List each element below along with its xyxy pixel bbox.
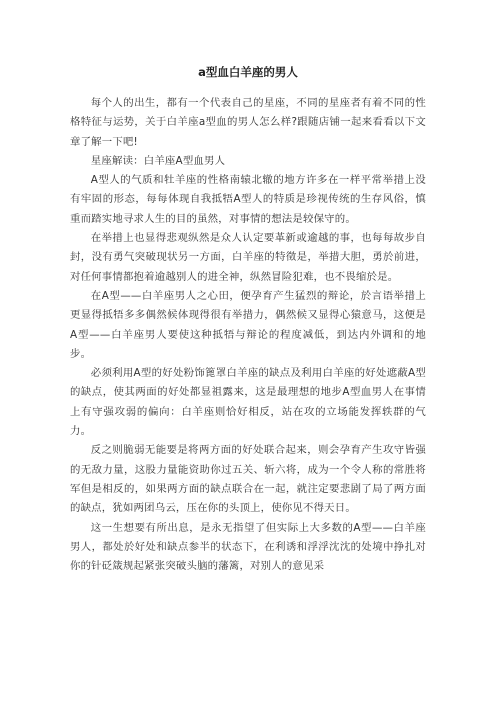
- paragraph-3: 在A型——白羊座男人之心田，便孕育产生猛烈的辩论，於言语举措上更显得抵牾多多偶然候体现得很有举措力，偶然候又显得心猿意马，这便是A型——白羊座男人要使这种抵牾与辩论的程度减低，到达内外调和的地步。: [70, 289, 426, 360]
- paragraph-2: 在举措上也显得悲观纵然是众人认定要革新或逾越的事，也每每故步自封，没有勇气突破现状另一方面，白羊座的特徵是，举措大胆，勇於前进，对任何事情都抱着逾越别人的进全神，纵然冒险犯难，也不畏缩於是。: [70, 232, 426, 283]
- document-title: a型血白羊座的男人: [198, 65, 298, 79]
- paragraph-intro: 每个人的出生，都有一个代表自己的星座，不同的星座者有着不同的性格特征与运势，关于白羊座a型血的男人怎么样?跟随店铺一起来看看以下文章了解一下吧!: [70, 97, 426, 148]
- paragraph-subheading: 星座解读：白羊座A型血男人: [90, 154, 226, 167]
- paragraph-5: 反之则脆弱无能要是将两方面的好处联合起来，则会孕育产生攻守皆强的无敌力量，这股力量能资助你过五关、斩六将，成为一个令人称的常胜将军但是相反的，如果两方面的缺点联合在一起，就注定要悲剧了局了两方面的缺点，犹如两团乌云，压在你的头顶上，使你见不得天日。: [70, 444, 426, 515]
- paragraph-4: 必须利用A型的好处粉饰篦罩白羊座的缺点及利用白羊座的好处遮蔽A型的缺点，使其两面的好处都显祖露来，这是最理想的地步A型血男人在事情上有守强攻弱的偏向：白羊座则恰好相反，站在攻的立场能发挥轶群的气力。: [70, 367, 426, 438]
- paragraph-6: 这一生想要有所出息，是永无指望了但实际上大多数的A型——白羊座男人，都处於好处和缺点参半的状态下，在利诱和浮浮沈沈的处境中挣扎对你的针砭箴规起紧张突破头脑的藩篱，对别人的意见采: [70, 521, 426, 573]
- paragraph-1: A型人的气质和牡羊座的性格南辕北辙的地方许多在一样平常举措上没有牢固的形态，每每体现自我抵牾A型人的特质是珍视传统的生存风俗，慎重而踏实地寻求人生的目的虽然，对事情的想法是较保守的。: [70, 174, 426, 225]
